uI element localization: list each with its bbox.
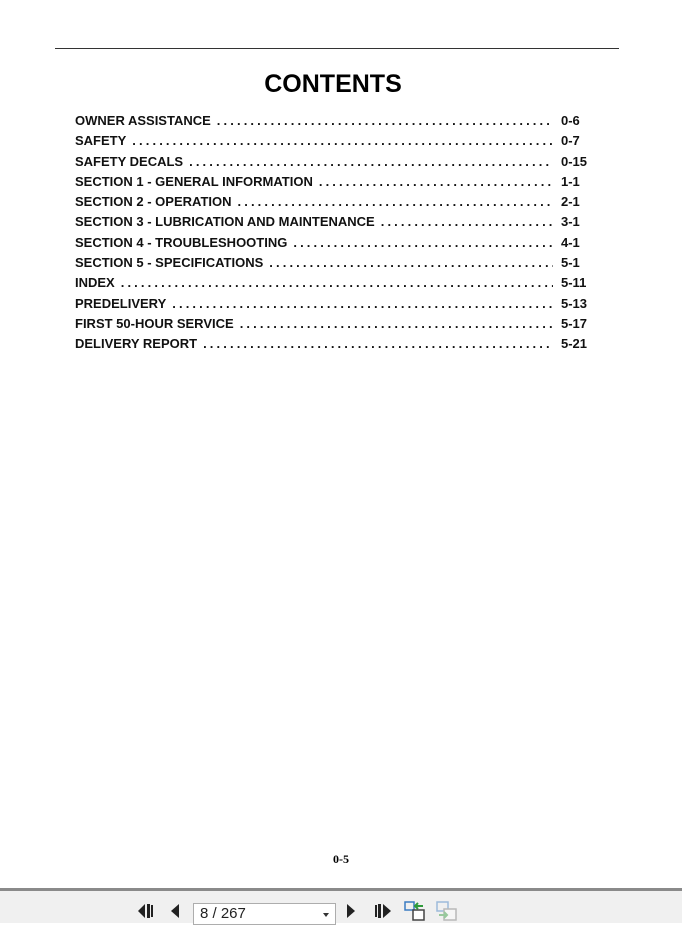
toc-entry-label: OWNER ASSISTANCE [75,113,211,128]
page-indicator: 8 / 267 [200,905,246,922]
toc-entry[interactable] [75,111,591,131]
toc-entry[interactable] [75,131,591,151]
page-footer-number: 0-5 [333,852,349,866]
previous-view-icon[interactable] [404,902,426,920]
toc-entry-page: 0-15 [561,153,588,169]
toc-entry-page: 3-1 [561,214,580,230]
toc-entry-label: INDEX [75,275,115,291]
toc-entry-page: 5-1 [561,255,580,271]
dot-leader [293,233,553,253]
dot-leader [269,253,553,273]
toc-entry[interactable] [75,233,591,253]
toc-entry[interactable] [75,294,591,314]
last-page-icon[interactable] [373,902,393,920]
dot-leader [240,314,553,334]
dot-leader [121,273,553,293]
toc-entry-label: PREDELIVERY [75,295,167,311]
toc-entry[interactable] [75,314,591,334]
toc-entry[interactable] [75,253,591,273]
toc-entry[interactable] [75,172,591,192]
dot-leader [172,294,553,314]
toc-entry-label: FIRST 50-HOUR SERVICE [75,315,234,331]
toc-entry-page: 5-21 [561,336,588,352]
toc-entry-page: 0-6 [561,113,580,128]
navigation-toolbar [0,888,682,923]
dropdown-caret-icon[interactable] [323,913,329,917]
toc-entry[interactable] [75,152,591,172]
toc-entry-page: 5-17 [561,315,588,331]
toc-entry-label: SECTION 4 - TROUBLESHOOTING [75,234,288,250]
toc-entry-page: 2-1 [561,194,580,210]
toc-entry-page: 4-1 [561,234,580,250]
dot-leader [238,192,554,212]
next-page-icon[interactable] [344,902,358,920]
header-rule [55,48,619,49]
toc-entry-label: SECTION 1 - GENERAL INFORMATION [75,173,313,189]
toc-entry-page: 1-1 [561,173,580,189]
toc-entry-page: 0-7 [561,133,580,149]
toc-entry[interactable] [75,334,591,354]
toc-entry[interactable] [75,192,591,212]
dot-leader [203,334,553,354]
dot-leader [319,172,553,192]
toc-entry-label: SAFETY [75,133,127,149]
toc-entry-label: SECTION 2 - OPERATION [75,194,232,210]
toc-entry-page: 5-13 [561,295,588,311]
dot-leader [132,131,553,151]
dot-leader [217,111,553,131]
dot-leader [189,152,553,172]
dot-leader [381,212,553,232]
page-number-input[interactable] [193,903,336,925]
toc-entry-label: DELIVERY REPORT [75,336,198,352]
previous-page-icon[interactable] [168,902,182,920]
page-title: CONTENTS [264,70,402,98]
toc-entry-label: SECTION 3 - LUBRICATION AND MAINTENANCE [75,214,375,230]
toc-entry-page: 5-11 [561,275,587,291]
toc-entry-label: SECTION 5 - SPECIFICATIONS [75,255,264,271]
first-page-icon[interactable] [136,902,156,920]
toc-entry[interactable] [75,273,591,293]
toc-entry-label: SAFETY DECALS [75,153,184,169]
toc-entry[interactable] [75,212,591,232]
table-of-contents [75,111,591,355]
next-view-icon[interactable] [436,902,458,920]
